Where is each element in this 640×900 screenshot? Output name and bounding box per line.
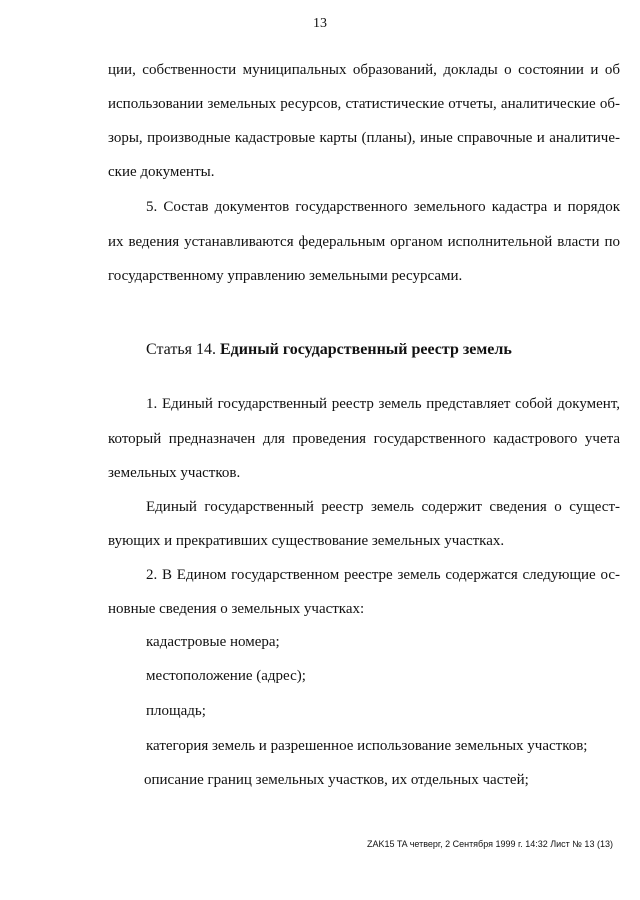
text-line: вующих и прекративших существование земельных участках. bbox=[108, 533, 505, 549]
list-item: кадастровые номера; bbox=[146, 634, 280, 650]
text-line: государственному управлению земельными ресурсами. bbox=[108, 268, 463, 284]
text-line: их ведения устанавливаются федеральным органом исполнительной власти по bbox=[108, 234, 620, 250]
list-item: местоположение (адрес); bbox=[146, 668, 306, 684]
text-line: земельных участков. bbox=[108, 465, 241, 481]
list-item: категория земель и разрешенное использование земельных участков; bbox=[146, 738, 588, 754]
text-line: зоры, производные кадастровые карты (планы), иные справочные и аналитиче- bbox=[108, 130, 620, 146]
text-line: ции, собственности муниципальных образований, доклады о состоянии и об bbox=[108, 62, 620, 78]
text-line: 1. Единый государственный реестр земель представляет собой документ, bbox=[146, 396, 620, 412]
text-line: 2. В Едином государственном реестре земель содержатся следующие ос- bbox=[146, 567, 620, 583]
text-line: 5. Состав документов государственного земельного кадастра и порядок bbox=[146, 199, 620, 215]
article-heading bbox=[146, 341, 512, 359]
article-title: Единый государственный реестр земель bbox=[219, 341, 512, 358]
list-item: описание границ земельных участков, их отдельных частей; bbox=[144, 772, 529, 788]
text-line: который предназначен для проведения государственного кадастрового учета bbox=[108, 431, 620, 447]
list-item: площадь; bbox=[146, 703, 206, 719]
text-line: ские документы. bbox=[108, 164, 215, 180]
page-footer: ZAK15 TA четверг, 2 Сентября 1999 г. 14:32 Лист № 13 (13) bbox=[367, 839, 613, 849]
text-line: Единый государственный реестр земель содержит сведения о сущест- bbox=[146, 499, 620, 515]
article-number: Статья 14. bbox=[146, 341, 216, 358]
page-number: 13 bbox=[313, 16, 327, 31]
text-line: использовании земельных ресурсов, статистические отчеты, аналитические об- bbox=[108, 96, 620, 112]
text-line: новные сведения о земельных участках: bbox=[108, 601, 365, 617]
